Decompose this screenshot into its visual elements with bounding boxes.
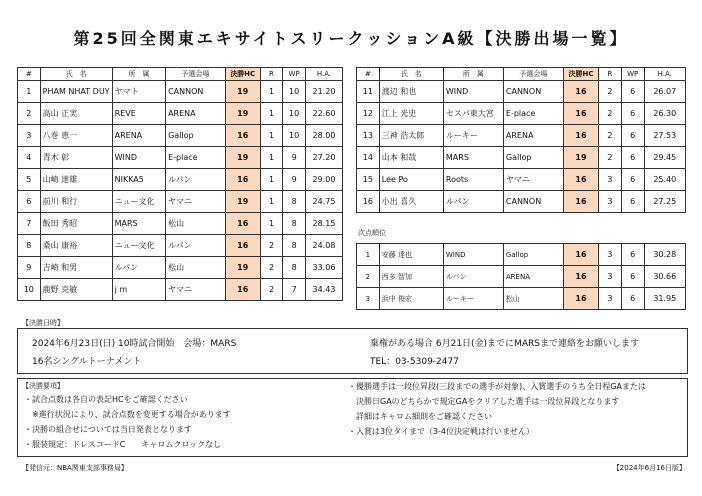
cell-wp: 10 bbox=[283, 125, 306, 147]
cell-club: REVE bbox=[112, 103, 165, 125]
cell-hc: 16 bbox=[225, 279, 260, 301]
header-ha: H.A. bbox=[305, 68, 342, 81]
info-date: 2024年6月23日(日) 10時試合開始 会場：MARS bbox=[32, 339, 237, 349]
table-row bbox=[357, 169, 686, 191]
cell-no: 10 bbox=[18, 279, 41, 301]
cell-hc: 19 bbox=[563, 147, 598, 169]
cell-name: 前川 和行 bbox=[40, 191, 112, 213]
cell-r: 1 bbox=[260, 147, 283, 169]
cell-no: 16 bbox=[357, 191, 380, 213]
cell-no: 1 bbox=[357, 244, 380, 266]
cell-ha: 26.30 bbox=[644, 103, 685, 125]
notes-left-4: ・服装規定：ドレスコードC キャロムクロックなし bbox=[24, 440, 222, 449]
notes-heading: 【決勝要項】 bbox=[22, 382, 64, 390]
cell-club: ルーキー bbox=[443, 125, 503, 147]
notes-left-1: ・試合点数は各自の表記HCをご確認ください bbox=[24, 395, 188, 404]
cell-wp: 6 bbox=[621, 125, 644, 147]
cell-no: 4 bbox=[18, 147, 41, 169]
info-tel: TEL：03-5309-2477 bbox=[370, 357, 459, 367]
cell-wp: 6 bbox=[621, 81, 644, 103]
finalists-table-right bbox=[356, 67, 686, 213]
cell-r: 2 bbox=[599, 125, 622, 147]
cell-venue: Gallop bbox=[503, 244, 563, 266]
cell-venue: 松山 bbox=[166, 257, 226, 279]
notes-left-3: ・決勝の組合せについては当日発表となります bbox=[24, 425, 192, 434]
cell-ha: 33.06 bbox=[305, 257, 342, 279]
cell-no: 8 bbox=[18, 235, 41, 257]
header-ha: H.A. bbox=[644, 68, 685, 81]
cell-venue: ルパン bbox=[166, 169, 226, 191]
cell-wp: 6 bbox=[621, 288, 644, 310]
cell-ha: 22.60 bbox=[305, 103, 342, 125]
cell-hc: 16 bbox=[563, 103, 598, 125]
cell-venue: CANNON bbox=[503, 191, 563, 213]
notes-right-4: ・入賞は3位タイまで（3-4位決定戦は行いません） bbox=[348, 427, 534, 436]
cell-ha: 27.53 bbox=[644, 125, 685, 147]
table-row bbox=[357, 103, 686, 125]
reserve-label: 次点順位 bbox=[358, 229, 386, 237]
cell-ha: 25.40 bbox=[644, 169, 685, 191]
finalists-table-left bbox=[17, 67, 343, 301]
header-r: R bbox=[260, 68, 283, 81]
cell-ha: 29.45 bbox=[644, 147, 685, 169]
cell-name: 飯田 秀昭 bbox=[40, 213, 112, 235]
cell-venue: 松山 bbox=[166, 213, 226, 235]
cell-club: ニュー文化 bbox=[112, 191, 165, 213]
cell-hc: 16 bbox=[225, 235, 260, 257]
cell-wp: 6 bbox=[621, 147, 644, 169]
cell-club: Roots bbox=[443, 169, 503, 191]
cell-wp: 8 bbox=[283, 257, 306, 279]
cell-no: 14 bbox=[357, 147, 380, 169]
cell-venue: ヤマニ bbox=[166, 279, 226, 301]
header-club: 所 属 bbox=[112, 68, 165, 81]
page-title: 第25回全関東エキサイトスリークッションA級【決勝出場一覧】 bbox=[73, 29, 629, 48]
header-venue: 予選会場 bbox=[166, 68, 226, 81]
table-body bbox=[357, 244, 686, 310]
cell-venue: ARENA bbox=[503, 125, 563, 147]
cell-club: j m bbox=[112, 279, 165, 301]
notes-right-1: ・優勝選手は一段位昇段(三段までの選手が対象)、入賞選手のうち全日程GAまたは bbox=[348, 382, 646, 391]
cell-hc: 16 bbox=[225, 213, 260, 235]
cell-wp: 8 bbox=[283, 191, 306, 213]
cell-club: ルパン bbox=[112, 257, 165, 279]
table-row bbox=[18, 169, 343, 191]
notes-left-2: ※進行状況により、試合点数を変更する場合があります bbox=[24, 410, 231, 419]
table-row bbox=[18, 81, 343, 103]
cell-name: 吉崎 和男 bbox=[40, 257, 112, 279]
cell-r: 1 bbox=[260, 125, 283, 147]
header-wp: WP bbox=[621, 68, 644, 81]
cell-venue: ヤマニ bbox=[166, 191, 226, 213]
cell-r: 3 bbox=[599, 169, 622, 191]
cell-wp: 6 bbox=[621, 244, 644, 266]
cell-r: 3 bbox=[599, 191, 622, 213]
cell-club: ルパン bbox=[443, 191, 503, 213]
cell-name: 小出 喜久 bbox=[379, 191, 443, 213]
cell-venue: E-place bbox=[503, 103, 563, 125]
info-format: 16名シングルトーナメント bbox=[32, 357, 142, 367]
cell-ha: 26.07 bbox=[644, 81, 685, 103]
cell-venue: 松山 bbox=[503, 288, 563, 310]
table-row bbox=[357, 81, 686, 103]
cell-r: 2 bbox=[599, 81, 622, 103]
cell-name: 山本 和哉 bbox=[379, 147, 443, 169]
cell-ha: 28.00 bbox=[305, 125, 342, 147]
table-header-row bbox=[357, 68, 686, 81]
cell-hc: 16 bbox=[563, 288, 598, 310]
cell-r: 2 bbox=[260, 235, 283, 257]
footer-version: 【2024年6月16日版】 bbox=[612, 464, 686, 472]
notes-right-2: 決勝日GAのどちらかで規定GAをクリアした選手は一段位昇段となります bbox=[348, 397, 620, 406]
table-row bbox=[18, 103, 343, 125]
header-hc: 決勝HC bbox=[563, 68, 598, 81]
table-row bbox=[18, 279, 343, 301]
cell-no: 1 bbox=[18, 81, 41, 103]
cell-wp: 6 bbox=[621, 191, 644, 213]
notes-box bbox=[17, 378, 688, 457]
cell-venue: ARENA bbox=[503, 266, 563, 288]
cell-name: 浜中 俊宏 bbox=[379, 288, 443, 310]
footer-issuer: 【発信元：NBA関東支部事務局】 bbox=[22, 464, 128, 472]
cell-ha: 24.75 bbox=[305, 191, 342, 213]
cell-ha: 30.66 bbox=[644, 266, 685, 288]
cell-no: 3 bbox=[357, 288, 380, 310]
cell-club: WIND bbox=[443, 81, 503, 103]
cell-r: 2 bbox=[260, 257, 283, 279]
cell-ha: 30.28 bbox=[644, 244, 685, 266]
cell-name: 高山 正実 bbox=[40, 103, 112, 125]
cell-club: NIKKA5 bbox=[112, 169, 165, 191]
cell-ha: 31.95 bbox=[644, 288, 685, 310]
table-row bbox=[357, 125, 686, 147]
cell-venue: Gallop bbox=[166, 125, 226, 147]
cell-r: 3 bbox=[599, 288, 622, 310]
info-box bbox=[17, 328, 688, 374]
cell-wp: 6 bbox=[621, 169, 644, 191]
table-row bbox=[357, 266, 686, 288]
header-name: 氏 名 bbox=[40, 68, 112, 81]
cell-no: 2 bbox=[357, 266, 380, 288]
header-no: # bbox=[357, 68, 380, 81]
cell-hc: 19 bbox=[225, 191, 260, 213]
header-hc: 決勝HC bbox=[225, 68, 260, 81]
notes-right-3: 詳細はキャロム細則をご確認ください bbox=[348, 412, 492, 421]
cell-wp: 8 bbox=[283, 213, 306, 235]
header-name: 氏 名 bbox=[379, 68, 443, 81]
cell-r: 1 bbox=[260, 169, 283, 191]
cell-r: 2 bbox=[260, 279, 283, 301]
cell-hc: 16 bbox=[563, 169, 598, 191]
cell-name: 三神 浩太郎 bbox=[379, 125, 443, 147]
table-body bbox=[18, 81, 343, 301]
cell-venue: ARENA bbox=[166, 103, 226, 125]
table-row bbox=[357, 244, 686, 266]
cell-r: 3 bbox=[599, 244, 622, 266]
cell-no: 12 bbox=[357, 103, 380, 125]
cell-ha: 34.43 bbox=[305, 279, 342, 301]
cell-club: ヤマト bbox=[112, 81, 165, 103]
cell-hc: 16 bbox=[225, 169, 260, 191]
cell-venue: E-place bbox=[166, 147, 226, 169]
cell-wp: 10 bbox=[283, 81, 306, 103]
table-row bbox=[357, 191, 686, 213]
table-row bbox=[18, 213, 343, 235]
info-heading: 【決勝日時】 bbox=[22, 319, 64, 327]
cell-r: 1 bbox=[260, 103, 283, 125]
cell-wp: 10 bbox=[283, 103, 306, 125]
cell-hc: 19 bbox=[225, 257, 260, 279]
cell-r: 1 bbox=[260, 213, 283, 235]
cell-no: 3 bbox=[18, 125, 41, 147]
cell-venue: ヤマニ bbox=[503, 169, 563, 191]
cell-no: 6 bbox=[18, 191, 41, 213]
cell-hc: 16 bbox=[563, 191, 598, 213]
table-row bbox=[18, 235, 343, 257]
cell-wp: 6 bbox=[621, 266, 644, 288]
cell-name: 西多 智加 bbox=[379, 266, 443, 288]
cell-name: Lee Po bbox=[379, 169, 443, 191]
cell-r: 1 bbox=[260, 191, 283, 213]
cell-club: ARENA bbox=[112, 125, 165, 147]
info-withdraw: 棄権がある場合 6月21日(金)までにMARSまで連絡をお願いします bbox=[370, 339, 639, 349]
cell-no: 9 bbox=[18, 257, 41, 279]
cell-club: MARS bbox=[112, 213, 165, 235]
table-row bbox=[18, 147, 343, 169]
cell-hc: 16 bbox=[563, 125, 598, 147]
cell-name: 江上 光史 bbox=[379, 103, 443, 125]
cell-name: PHAM NHAT DUY bbox=[40, 81, 112, 103]
cell-name: 鹿野 克敏 bbox=[40, 279, 112, 301]
cell-no: 7 bbox=[18, 213, 41, 235]
cell-ha: 28.15 bbox=[305, 213, 342, 235]
cell-hc: 16 bbox=[563, 266, 598, 288]
cell-ha: 27.20 bbox=[305, 147, 342, 169]
cell-venue: CANNON bbox=[503, 81, 563, 103]
header-wp: WP bbox=[283, 68, 306, 81]
cell-venue: CANNON bbox=[166, 81, 226, 103]
cell-hc: 16 bbox=[563, 244, 598, 266]
cell-r: 2 bbox=[599, 147, 622, 169]
cell-r: 2 bbox=[599, 103, 622, 125]
cell-no: 15 bbox=[357, 169, 380, 191]
cell-wp: 8 bbox=[283, 235, 306, 257]
cell-name: 安藤 達也 bbox=[379, 244, 443, 266]
cell-name: 山崎 達雄 bbox=[40, 169, 112, 191]
header-r: R bbox=[599, 68, 622, 81]
cell-club: ニュー文化 bbox=[112, 235, 165, 257]
cell-ha: 29.00 bbox=[305, 169, 342, 191]
cell-wp: 9 bbox=[283, 169, 306, 191]
header-club: 所 属 bbox=[443, 68, 503, 81]
cell-hc: 19 bbox=[225, 81, 260, 103]
cell-no: 13 bbox=[357, 125, 380, 147]
cell-name: 八巻 恵一 bbox=[40, 125, 112, 147]
cell-wp: 7 bbox=[283, 279, 306, 301]
cell-ha: 27.25 bbox=[644, 191, 685, 213]
cell-venue: Gallop bbox=[503, 147, 563, 169]
header-venue: 予選会場 bbox=[503, 68, 563, 81]
cell-wp: 6 bbox=[621, 103, 644, 125]
cell-r: 1 bbox=[260, 81, 283, 103]
cell-ha: 24.08 bbox=[305, 235, 342, 257]
cell-ha: 21.20 bbox=[305, 81, 342, 103]
header-no: # bbox=[18, 68, 41, 81]
cell-club: ルパン bbox=[443, 266, 503, 288]
cell-hc: 19 bbox=[225, 103, 260, 125]
cell-venue: ルパン bbox=[166, 235, 226, 257]
table-row bbox=[357, 147, 686, 169]
cell-name: 渡辺 和也 bbox=[379, 81, 443, 103]
table-row bbox=[18, 257, 343, 279]
cell-club: MARS bbox=[443, 147, 503, 169]
table-row bbox=[18, 125, 343, 147]
cell-name: 青木 彰 bbox=[40, 147, 112, 169]
cell-r: 3 bbox=[599, 266, 622, 288]
cell-hc: 19 bbox=[225, 147, 260, 169]
cell-club: WIND bbox=[443, 244, 503, 266]
table-body bbox=[357, 81, 686, 213]
cell-name: 桑山 康裕 bbox=[40, 235, 112, 257]
cell-club: WIND bbox=[112, 147, 165, 169]
table-row bbox=[357, 288, 686, 310]
cell-club: ルーキー bbox=[443, 288, 503, 310]
cell-no: 2 bbox=[18, 103, 41, 125]
cell-wp: 9 bbox=[283, 147, 306, 169]
cell-hc: 16 bbox=[563, 81, 598, 103]
cell-club: セスパ東大宮 bbox=[443, 103, 503, 125]
table-row bbox=[18, 191, 343, 213]
cell-no: 11 bbox=[357, 81, 380, 103]
reserve-table bbox=[356, 243, 686, 310]
cell-no: 5 bbox=[18, 169, 41, 191]
table-header-row bbox=[18, 68, 343, 81]
cell-hc: 16 bbox=[225, 125, 260, 147]
